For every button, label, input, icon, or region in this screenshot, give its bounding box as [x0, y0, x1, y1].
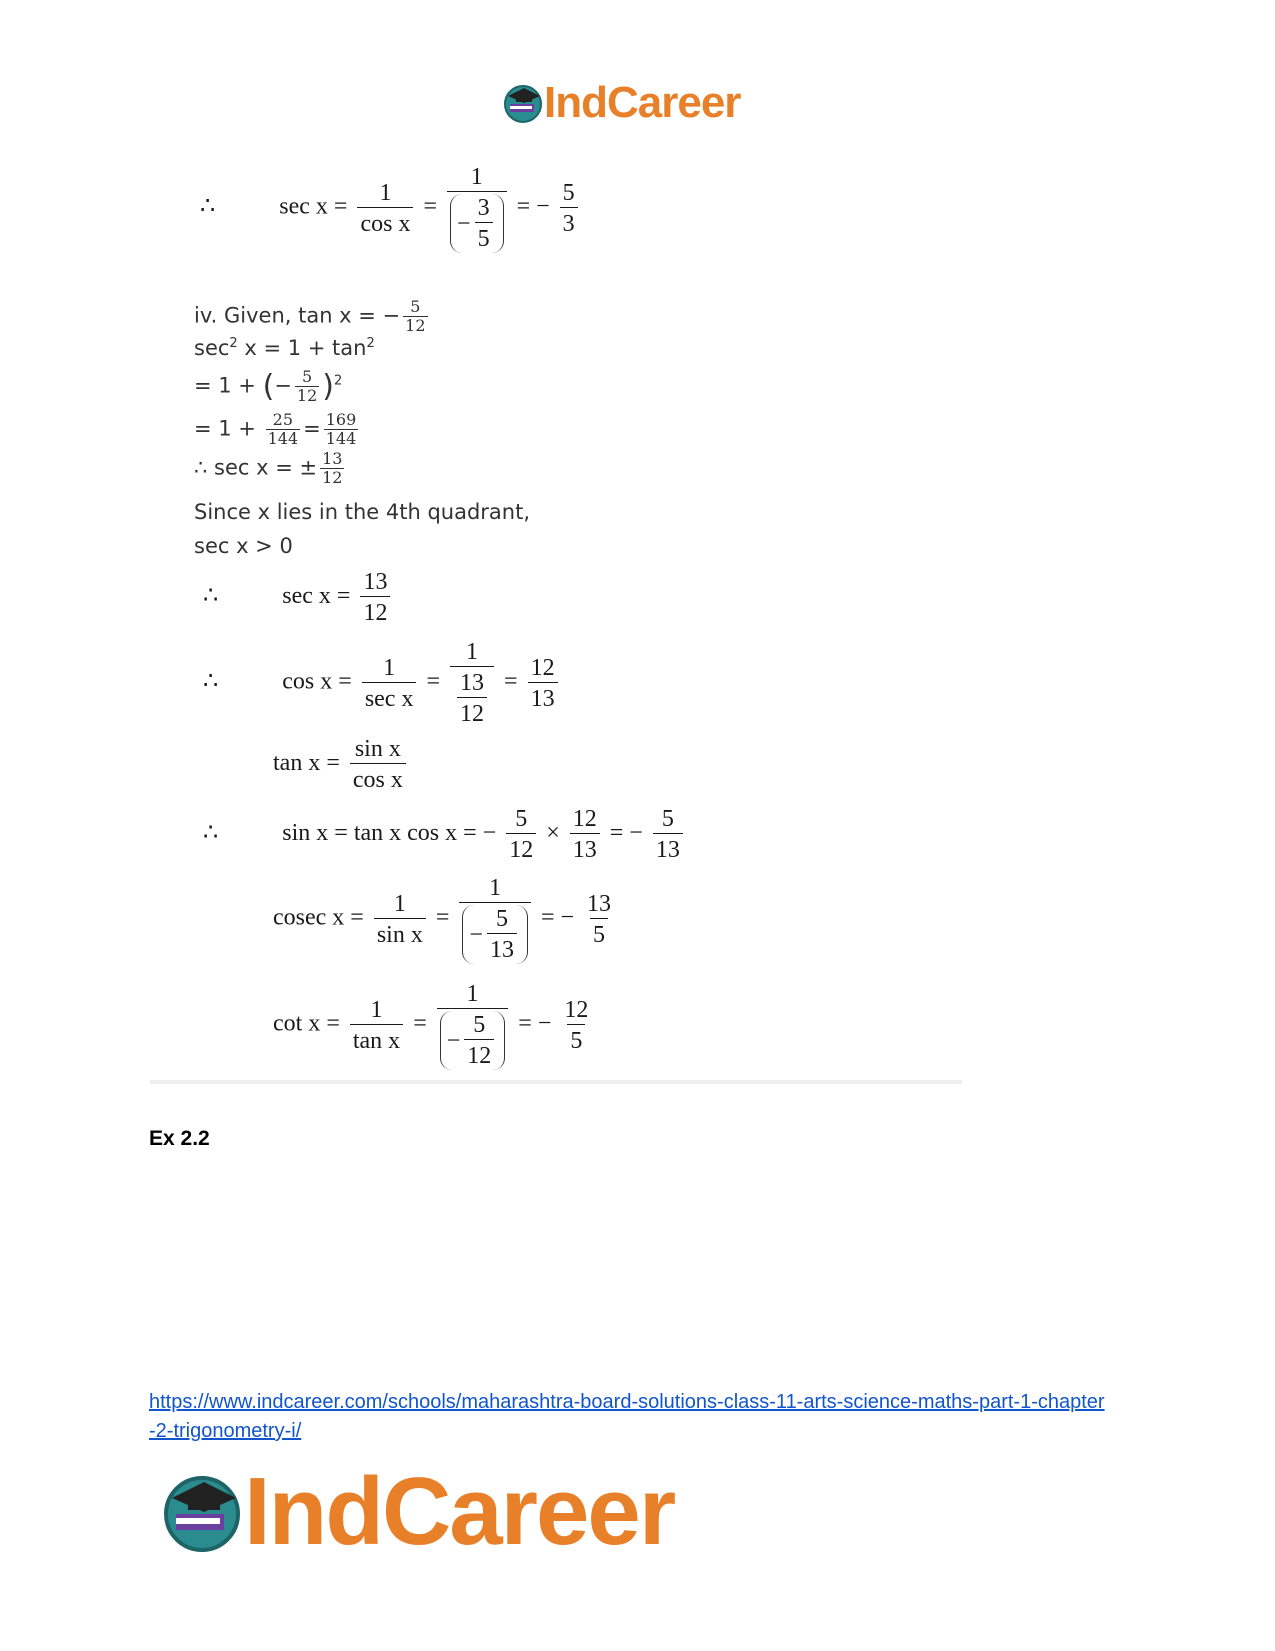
section-heading: Ex 2.2	[149, 1127, 210, 1150]
sec-positive-text: sec x > 0	[194, 534, 293, 558]
therefore-symbol: ∴	[200, 191, 216, 220]
sec-plus-minus-line: ∴ sec x = ± $\frac{13}{12}$	[194, 449, 343, 487]
sec-value-line: ∴ sec x = $\frac{13}{12}$	[203, 568, 394, 627]
sec-from-cos-line: ∴ sec x = $\frac{1}{\text{cos x}}$ = 1 − $\frac{3}{5}$ = − $\frac{5}{3}$	[200, 163, 582, 253]
indcareer-logo-top	[502, 78, 740, 128]
equation-lhs: sec x =	[279, 193, 348, 220]
source-link[interactable]: https://www.indcareer.com/schools/maharashtra-board-solutions-class-11-arts-science-maths-part-1-chapter-2-trigonometry-i/	[149, 1391, 1105, 1442]
fraction: $\frac{1}{\text{cos x}}$	[357, 179, 413, 238]
step-square-line: = 1 + (− $\frac{5}{12}$ )$^2$	[194, 367, 343, 405]
fraction: 1 − $\frac{3}{5}$	[447, 163, 507, 253]
cosec-value-line: cosec x = $\frac{1}{\text{sin x}}$ = 1 − $\frac{5}{13}$ = − $\frac{13}{5}$	[273, 875, 612, 963]
cos-value-line: ∴ cos x = $\frac{1}{\text{sec x}}$ = $\frac{1}{\frac{13}{12}}$ = $\frac{12}{13}$	[203, 638, 562, 728]
indcareer-logo-bottom	[160, 1458, 675, 1565]
sin-value-line: ∴ sin x = tan x cos x = − $\frac{5}{12}$ × $\frac{12}{13}$ = − $\frac{5}{13}$	[203, 805, 687, 864]
tan-value-line: tan x = $\frac{\text{sin x}}{\text{cos x}}$	[273, 735, 410, 794]
graduation-globe-icon	[502, 82, 544, 124]
graduation-globe-icon	[160, 1470, 244, 1554]
logo-wordmark: IndCareer	[544, 78, 741, 127]
section-divider	[150, 1080, 962, 1084]
given-line: iv. Given, tan x = − $\frac{5}{12}$	[194, 297, 426, 335]
fraction: $\frac{5}{3}$	[560, 179, 578, 238]
sec-identity-line: $\sec^2 x = 1 + \tan^2$	[194, 336, 375, 360]
step-sum-line: = 1 + $\frac{25}{144}$ = $\frac{169}{144}$	[194, 410, 357, 448]
logo-wordmark: IndCareer	[244, 1458, 675, 1565]
quadrant-text: Since x lies in the 4th quadrant,	[194, 500, 531, 524]
cot-value-line: cot x = $\frac{1}{\text{tan x}}$ = 1 − $\frac{5}{12}$ = − $\frac{12}{5}$	[273, 981, 589, 1069]
